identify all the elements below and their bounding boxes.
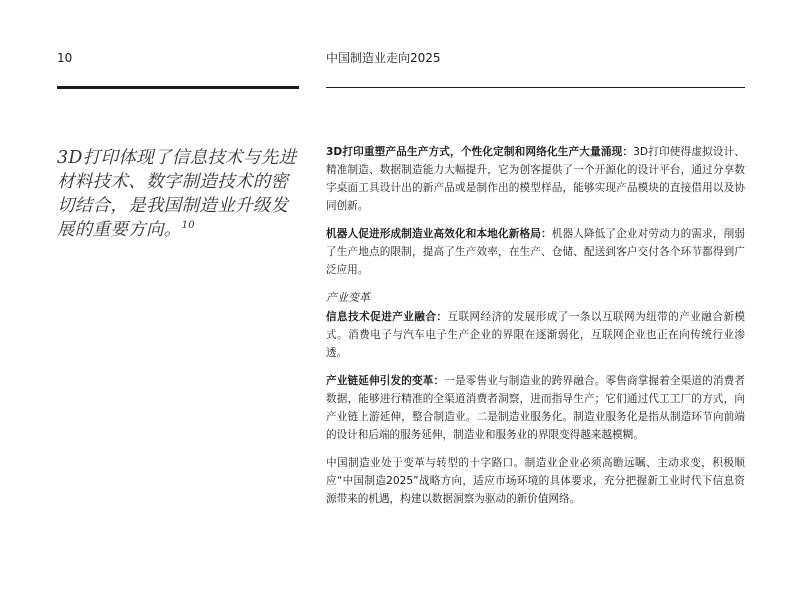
header-rule-right	[326, 87, 745, 88]
footnote-ref: 10	[181, 220, 195, 232]
paragraph-text: 3D打印使得虚拟设计、精准制造、数据制造能力大幅提升，它为创客提供了一个开源化的设计平台，通过分享数字桌面工具设计出的新产品或是制作出的模型样品，能够实现产品模块的直接借用以及协同创新。	[326, 146, 745, 212]
paragraph-robots	[326, 225, 745, 279]
paragraph-lead: 产业链延伸引发的变革：	[326, 375, 445, 387]
paragraph-conclusion	[326, 454, 745, 508]
pull-quote-text: 3D打印体现了信息技术与先进材料技术、数字制造技术的密切结合，是我国制造业升级发展的重要方向。	[57, 148, 297, 240]
page-number: 10	[57, 51, 73, 65]
paragraph-it-integration	[326, 308, 745, 362]
body-column	[326, 143, 745, 518]
paragraph-3d-printing	[326, 143, 745, 215]
header-rule-left	[57, 86, 299, 89]
paragraph-lead: 3D打印重塑产品生产方式，个性化定制和网络化生产大量涌现：	[326, 146, 634, 158]
paragraph-lead: 机器人促进形成制造业高效化和本地化新格局：	[326, 228, 552, 240]
paragraph-text: 互联网经济的发展形成了一条以互联网为纽带的产业融合新模式。消费电子与汽车电子生产企业的界限在逐渐弱化，互联网企业也正在向传统行业渗透。	[326, 311, 746, 359]
running-header: 中国制造业走向2025	[326, 51, 441, 65]
paragraph-value-chain	[326, 372, 745, 444]
paragraph-text: 机器人降低了企业对劳动力的需求，削弱了生产地点的限制，提高了生产效率，在生产、仓储、配送到客户交付各个环节都得到广泛应用。	[326, 228, 746, 276]
paragraph-text: 一是零售业与制造业的跨界融合。零售商掌握着全渠道的消费者数据，能够进行精准的全渠道消费者洞察，进而指导生产；它们通过代工工厂的方式，向产业链上游延伸，整合制造业。二是制造业服务化。制造业服务化是指从制造环节向前端的设计和后端的服务延伸，制造业和服务业的界限变得越来越模糊。	[326, 375, 746, 441]
pull-quote	[57, 146, 303, 242]
section-heading: 产业变革	[326, 291, 370, 304]
paragraph-lead: 信息技术促进产业融合：	[326, 311, 448, 323]
paragraph-text: 中国制造业处于变革与转型的十字路口。制造业企业必须高瞻远瞩、主动求变，积极顺应“中国制造2025”战略方向，适应市场环境的具体要求，充分把握新工业时代下信息资源带来的机遇，构建以数据洞察为驱动的新价值网络。	[326, 457, 745, 505]
